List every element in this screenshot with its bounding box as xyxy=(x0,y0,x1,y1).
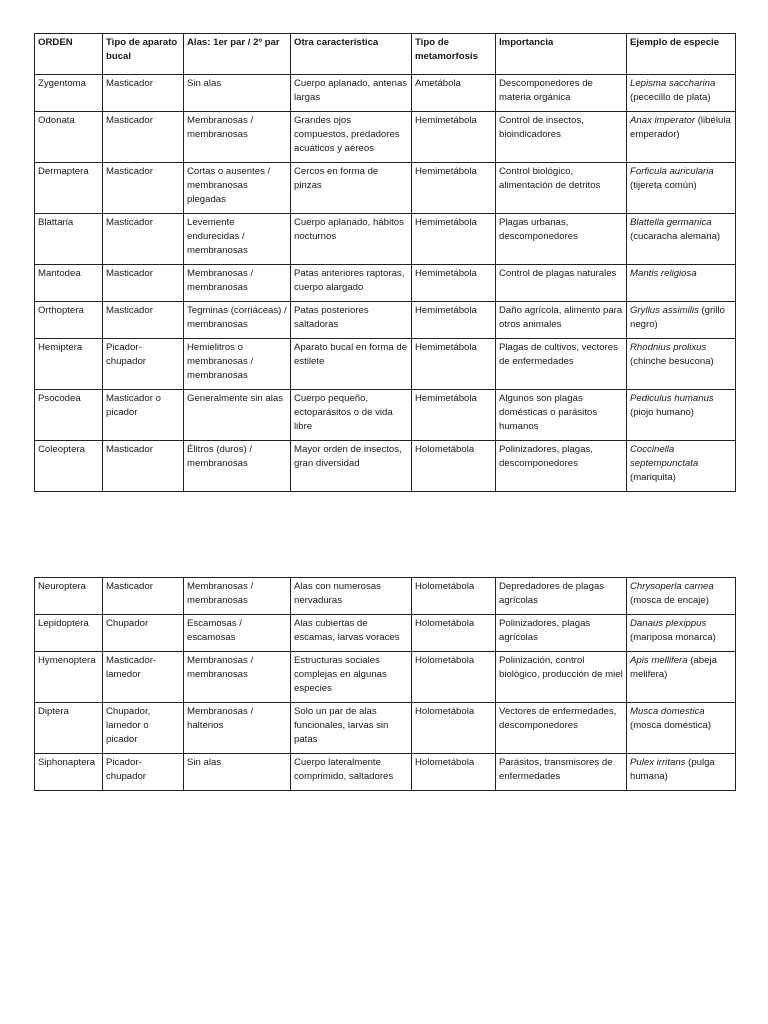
cell-orden: Psocodea xyxy=(35,390,103,441)
cell-aparato-bucal: Masticador xyxy=(103,214,184,265)
cell-importancia: Polinización, control biológico, producción de miel xyxy=(496,652,627,703)
cell-importancia: Polinizadores, plagas agrícolas xyxy=(496,615,627,652)
insect-orders-table-1 xyxy=(34,33,736,492)
cell-alas: Membranosas / membranosas xyxy=(184,578,291,615)
cell-metamorfosis: Hemimetábola xyxy=(412,390,496,441)
scientific-name: Lepisma saccharina xyxy=(630,78,716,89)
scientific-name: Musca domestica xyxy=(630,706,705,717)
cell-alas: Sin alas xyxy=(184,754,291,791)
common-name: (libélula emperador) xyxy=(630,115,731,140)
cell-metamorfosis: Hemimetábola xyxy=(412,214,496,265)
cell-ejemplo-especie xyxy=(627,214,736,265)
table-header-row xyxy=(35,34,736,75)
cell-orden: Zygentoma xyxy=(35,75,103,112)
cell-importancia: Polinizadores, plagas, descomponedores xyxy=(496,441,627,492)
cell-ejemplo-especie xyxy=(627,339,736,390)
cell-orden: Blattaria xyxy=(35,214,103,265)
cell-metamorfosis: Hemimetábola xyxy=(412,302,496,339)
common-name: (mariquita) xyxy=(630,472,676,483)
scientific-name: Forficula auricularia xyxy=(630,166,714,177)
cell-importancia: Plagas de cultivos, vectores de enfermedades xyxy=(496,339,627,390)
scientific-name: Chrysoperla carnea xyxy=(630,581,714,592)
cell-metamorfosis: Hemimetábola xyxy=(412,339,496,390)
common-name: (mosca doméstica) xyxy=(630,720,712,731)
table-row xyxy=(35,754,736,791)
cell-metamorfosis: Ametábola xyxy=(412,75,496,112)
cell-aparato-bucal: Picador-chupador xyxy=(103,754,184,791)
header-orden: ORDEN xyxy=(35,34,103,75)
cell-otra-caracteristica: Cuerpo lateralmente comprimido, saltadores xyxy=(291,754,412,791)
cell-alas: Membranosas / membranosas xyxy=(184,112,291,163)
cell-alas: Hemielitros o membranosas / membranosas xyxy=(184,339,291,390)
cell-otra-caracteristica: Cuerpo aplanado, hábitos nocturnos xyxy=(291,214,412,265)
cell-aparato-bucal: Picador-chupador xyxy=(103,339,184,390)
cell-alas: Membranosas / halterios xyxy=(184,703,291,754)
common-name: (mariposa monarca) xyxy=(630,632,716,643)
cell-importancia: Parásitos, transmisores de enfermedades xyxy=(496,754,627,791)
cell-importancia: Algunos son plagas domésticas o parásitos humanos xyxy=(496,390,627,441)
common-name: (tijereta común) xyxy=(630,180,697,191)
table-row xyxy=(35,214,736,265)
cell-alas: Sin alas xyxy=(184,75,291,112)
cell-alas: Membranosas / membranosas xyxy=(184,652,291,703)
table-row xyxy=(35,163,736,214)
cell-aparato-bucal: Chupador xyxy=(103,615,184,652)
cell-importancia: Depredadores de plagas agrícolas xyxy=(496,578,627,615)
cell-aparato-bucal: Masticador xyxy=(103,163,184,214)
cell-importancia: Descomponedores de materia orgánica xyxy=(496,75,627,112)
table-row xyxy=(35,652,736,703)
cell-orden: Mantodea xyxy=(35,265,103,302)
header-aparato-bucal: Tipo de aparato bucal xyxy=(103,34,184,75)
cell-metamorfosis: Holometábola xyxy=(412,703,496,754)
cell-ejemplo-especie xyxy=(627,615,736,652)
cell-otra-caracteristica: Alas cubiertas de escamas, larvas voraces xyxy=(291,615,412,652)
cell-otra-caracteristica: Grandes ojos compuestos, predadores acuáticos y aéreos xyxy=(291,112,412,163)
cell-orden: Dermaptera xyxy=(35,163,103,214)
table-row xyxy=(35,112,736,163)
cell-metamorfosis: Holometábola xyxy=(412,441,496,492)
common-name: (chinche besucona) xyxy=(630,356,714,367)
scientific-name: Pulex irritans xyxy=(630,757,686,768)
cell-aparato-bucal: Masticador xyxy=(103,75,184,112)
scientific-name: Danaus plexippus xyxy=(630,618,707,629)
common-name: (cucaracha alemana) xyxy=(630,231,721,242)
common-name: (abeja melifera) xyxy=(630,655,717,680)
cell-alas: Generalmente sin alas xyxy=(184,390,291,441)
scientific-name: Gryllus assimilis xyxy=(630,305,699,316)
cell-otra-caracteristica: Estructuras sociales complejas en algunas especies xyxy=(291,652,412,703)
cell-metamorfosis: Hemimetábola xyxy=(412,112,496,163)
cell-otra-caracteristica: Aparato bucal en forma de estilete xyxy=(291,339,412,390)
header-alas: Alas: 1er par / 2º par xyxy=(184,34,291,75)
cell-ejemplo-especie xyxy=(627,302,736,339)
cell-importancia: Control biológico, alimentación de detritos xyxy=(496,163,627,214)
cell-otra-caracteristica: Solo un par de alas funcionales, larvas sin patas xyxy=(291,703,412,754)
cell-ejemplo-especie xyxy=(627,390,736,441)
scientific-name: Anax imperator xyxy=(630,115,696,126)
cell-otra-caracteristica: Mayor orden de insectos, gran diversidad xyxy=(291,441,412,492)
cell-ejemplo-especie xyxy=(627,265,736,302)
cell-alas: Élitros (duros) / membranosas xyxy=(184,441,291,492)
cell-aparato-bucal: Masticador xyxy=(103,302,184,339)
cell-ejemplo-especie xyxy=(627,163,736,214)
cell-ejemplo-especie xyxy=(627,112,736,163)
table-row xyxy=(35,441,736,492)
common-name: (mosca de encaje) xyxy=(630,595,709,606)
cell-aparato-bucal: Masticador xyxy=(103,578,184,615)
cell-alas: Membranosas / membranosas xyxy=(184,265,291,302)
cell-orden: Neuroptera xyxy=(35,578,103,615)
cell-aparato-bucal: Masticador o picador xyxy=(103,390,184,441)
header-importancia: Importancia xyxy=(496,34,627,75)
table-row xyxy=(35,615,736,652)
common-name: (grillo negro) xyxy=(630,305,725,330)
cell-alas: Tegminas (corriáceas) / membranosas xyxy=(184,302,291,339)
cell-otra-caracteristica: Cuerpo pequeño, ectoparásitos o de vida libre xyxy=(291,390,412,441)
table-row xyxy=(35,578,736,615)
cell-orden: Coleoptera xyxy=(35,441,103,492)
cell-metamorfosis: Hemimetábola xyxy=(412,265,496,302)
cell-ejemplo-especie xyxy=(627,441,736,492)
cell-orden: Hymenoptera xyxy=(35,652,103,703)
cell-orden: Orthoptera xyxy=(35,302,103,339)
cell-importancia: Vectores de enfermedades, descomponedores xyxy=(496,703,627,754)
common-name: (pulga humana) xyxy=(630,757,715,782)
cell-importancia: Plagas urbanas, descomponedores xyxy=(496,214,627,265)
cell-aparato-bucal: Chupador, lamedor o picador xyxy=(103,703,184,754)
cell-metamorfosis: Hemimetábola xyxy=(412,163,496,214)
cell-importancia: Control de plagas naturales xyxy=(496,265,627,302)
cell-aparato-bucal: Masticador xyxy=(103,441,184,492)
header-otra-caracteristica: Otra característica xyxy=(291,34,412,75)
cell-otra-caracteristica: Alas con numerosas nervaduras xyxy=(291,578,412,615)
cell-otra-caracteristica: Cercos en forma de pinzas xyxy=(291,163,412,214)
cell-alas: Cortas o ausentes / membranosas plegadas xyxy=(184,163,291,214)
cell-aparato-bucal: Masticador xyxy=(103,112,184,163)
cell-importancia: Control de insectos, bioindicadores xyxy=(496,112,627,163)
cell-orden: Siphonaptera xyxy=(35,754,103,791)
table-row xyxy=(35,75,736,112)
cell-alas: Levemente endurecidas / membranosas xyxy=(184,214,291,265)
cell-metamorfosis: Holometábola xyxy=(412,754,496,791)
insect-orders-table-2 xyxy=(34,577,736,791)
header-ejemplo-especie: Ejemplo de especie xyxy=(627,34,736,75)
cell-aparato-bucal: Masticador xyxy=(103,265,184,302)
cell-otra-caracteristica: Patas posteriores saltadoras xyxy=(291,302,412,339)
cell-orden: Diptera xyxy=(35,703,103,754)
cell-orden: Hemiptera xyxy=(35,339,103,390)
cell-metamorfosis: Holometábola xyxy=(412,652,496,703)
scientific-name: Coccinella septempunctata xyxy=(630,444,699,469)
cell-ejemplo-especie xyxy=(627,754,736,791)
table-row xyxy=(35,339,736,390)
scientific-name: Blattella germanica xyxy=(630,217,712,228)
cell-ejemplo-especie xyxy=(627,578,736,615)
common-name: (piojo humano) xyxy=(630,407,694,418)
scientific-name: Mantis religiosa xyxy=(630,268,697,279)
cell-ejemplo-especie xyxy=(627,75,736,112)
cell-aparato-bucal: Masticador-lamedor xyxy=(103,652,184,703)
table-row xyxy=(35,390,736,441)
cell-otra-caracteristica: Cuerpo aplanado, antenas largas xyxy=(291,75,412,112)
cell-otra-caracteristica: Patas anteriores raptoras, cuerpo alargado xyxy=(291,265,412,302)
scientific-name: Rhodnius prolixus xyxy=(630,342,707,353)
table-row xyxy=(35,703,736,754)
cell-importancia: Daño agrícola, alimento para otros animales xyxy=(496,302,627,339)
cell-alas: Escamosas / escamosas xyxy=(184,615,291,652)
table-row xyxy=(35,302,736,339)
header-metamorfosis: Tipo de metamorfosis xyxy=(412,34,496,75)
scientific-name: Apis mellifera xyxy=(630,655,688,666)
cell-ejemplo-especie xyxy=(627,703,736,754)
scientific-name: Pediculus humanus xyxy=(630,393,714,404)
common-name: (pececillo de plata) xyxy=(630,92,711,103)
table-row xyxy=(35,265,736,302)
cell-orden: Odonata xyxy=(35,112,103,163)
cell-ejemplo-especie xyxy=(627,652,736,703)
cell-metamorfosis: Holometábola xyxy=(412,578,496,615)
cell-metamorfosis: Holometábola xyxy=(412,615,496,652)
cell-orden: Lepidoptera xyxy=(35,615,103,652)
